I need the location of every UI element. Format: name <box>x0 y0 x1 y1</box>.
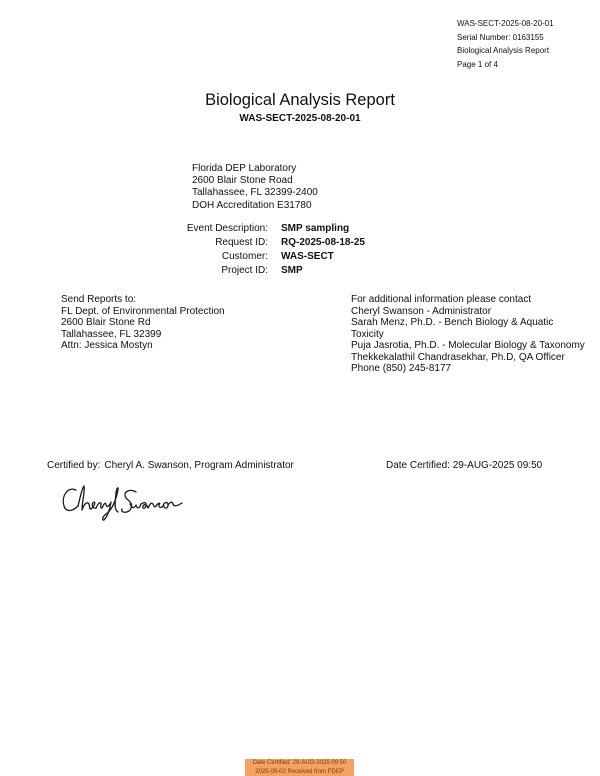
header-report-id: WAS-SECT-2025-08-20-01 <box>457 19 554 28</box>
report-header <box>457 17 554 71</box>
send-reports-block <box>61 294 225 352</box>
lab-city: Tallahassee, FL 32399-2400 <box>192 187 318 199</box>
request-id-label: Request ID: <box>215 237 268 248</box>
received-stamp <box>245 759 354 776</box>
customer-value: WAS-SECT <box>281 251 334 262</box>
certified-by-name: Cheryl A. Swanson, Program Administrator <box>104 460 294 471</box>
certified-by-label: Certified by: <box>47 460 101 471</box>
send-reports-city: Tallahassee, FL 32399 <box>61 328 162 340</box>
contact-block <box>351 294 591 375</box>
stamp-received: 2025-09-02 Received from FDEP <box>255 768 344 775</box>
date-certified: Date Certified: 29-AUG-2025 09:50 <box>386 460 543 471</box>
page-title: Biological Analysis Report <box>205 91 395 109</box>
event-description-value: SMP sampling <box>281 223 350 234</box>
customer-label: Customer: <box>221 251 268 262</box>
contact-line: Toxicity <box>351 328 384 340</box>
project-id-label: Project ID: <box>221 265 268 276</box>
laboratory-address <box>192 163 318 212</box>
header-report-type: Biological Analysis Report <box>457 46 550 55</box>
send-reports-attn: Attn: Jessica Mostyn <box>61 340 153 351</box>
contact-line: Cheryl Swanson - Administrator <box>351 305 492 317</box>
send-reports-heading: Send Reports to: <box>61 294 137 305</box>
header-serial-number: Serial Number: 0163155 <box>457 32 544 42</box>
header-page-number: Page 1 of 4 <box>457 59 498 69</box>
signature-image <box>58 482 188 527</box>
send-reports-org: FL Dept. of Environmental Protection <box>61 305 225 317</box>
lab-street: 2600 Blair Stone Road <box>192 175 293 187</box>
lab-accreditation: DOH Accreditation E31780 <box>192 199 312 211</box>
contact-line: Puja Jasrotia, Ph.D. - Molecular Biology & Taxonomy <box>351 340 585 351</box>
page-subtitle: WAS-SECT-2025-08-20-01 <box>239 113 361 124</box>
event-description-label: Event Description: <box>186 223 268 234</box>
signature-icon <box>58 482 188 522</box>
request-id-value: RQ-2025-08-18-25 <box>281 237 365 248</box>
contact-heading: For additional information please contact <box>351 294 532 305</box>
contact-phone: Phone (850) 245-8177 <box>351 363 452 374</box>
lab-name: Florida DEP Laboratory <box>192 163 297 174</box>
stamp-date-certified: Date Certified: 29-AUG-2025 09:50 <box>252 760 347 766</box>
send-reports-street: 2600 Blair Stone Rd <box>61 317 151 328</box>
contact-line: Thekkekalathil Chandrasekhar, Ph.D, QA Officer <box>351 351 565 363</box>
certified-by <box>47 460 294 471</box>
project-id-value: SMP <box>281 265 303 276</box>
contact-line: Sarah Menz, Ph.D. - Bench Biology & Aquatic <box>351 317 554 328</box>
